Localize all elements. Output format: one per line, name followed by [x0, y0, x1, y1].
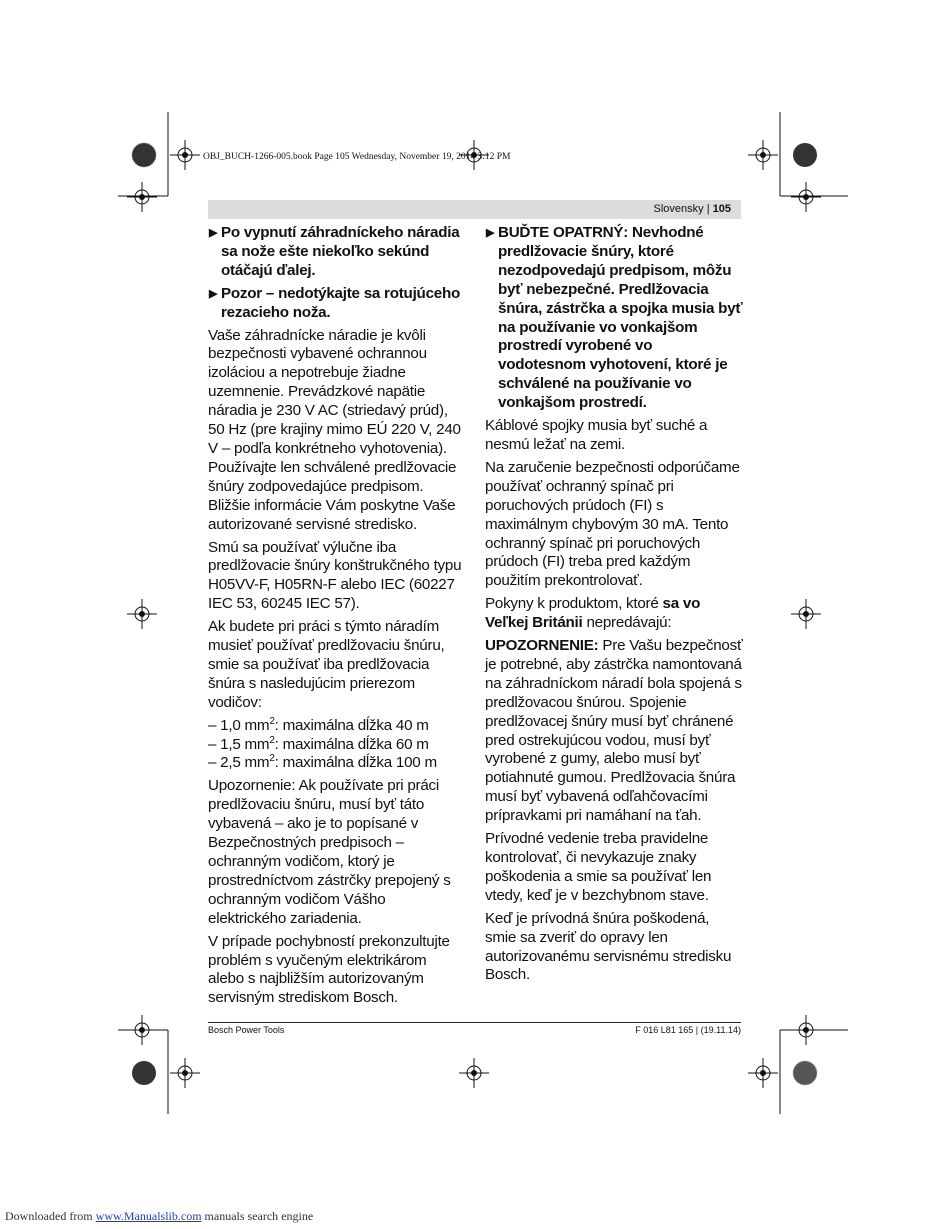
paragraph: Keď je prívodná šnúra poškodená, smie sa zveriť do opravy len autorizovanému servisnému stredisku Bosch. [485, 909, 732, 984]
footer-divider [208, 1022, 741, 1023]
footer-doc-number: F 016 L81 165 | (19.11.14) [635, 1025, 741, 1035]
language-name: Slovensky [653, 203, 704, 215]
triangle-bullet-icon: ▶ [486, 227, 495, 239]
paragraph: Káblové spojky musia byť suché a nesmú ležať na zemi. [485, 417, 708, 453]
warning-bullet [208, 285, 466, 323]
page-number: 105 [712, 203, 731, 215]
left-column [208, 224, 466, 1012]
download-note: Downloaded from www.Manualslib.com manuals search engine [5, 1209, 314, 1223]
warning-bullet [208, 224, 466, 281]
paragraph: Pokyny k produktom, ktoré sa vo Veľkej Británii nepredávajú: [485, 595, 701, 632]
paragraph: Vaše záhradnícke náradie je kvôli bezpečnosti vybavené ochrannou izoláciou a nepotrebuje žiadne uzemnenie. Prevádzkové napätie náradia je 230 V AC (striedavý prúd), 50 Hz (pre krajiny mimo EÚ 220 V, 240 V – podľa konkrétneho vyhotovenia). Používajte len schválené predlžovacie šnúry zodpovedajúce predpisom. Bližšie informácie Vám poskytne Vaše autorizované servisné stredisko. [208, 326, 461, 533]
manualslib-link[interactable]: www.Manualslib.com [95, 1209, 202, 1223]
paragraph: V prípade pochybností prekonzultujte problém s vyučeným elektrikárom alebo s najbližším autorizovaným servisným strediskom Bosch. [208, 932, 450, 1007]
paragraph: Na zaručenie bezpečnosti odporúčame používať ochranný spínač pri poruchových prúdoch (FI) s maximálnym chybovým 30 mA. Tento ochranný spínač pri poruchových prúdoch (FI) treba pred každým použitím prekontrolovať. [485, 458, 740, 590]
paragraph: Upozornenie: Ak používate pri práci predlžovaciu šnúru, musí byť táto vybavená – ako je to popísané v Bezpečnostných predpisoch – ochranným vodičom, ktorý je prostredníctvom zástrčky prepojený s ochranným vodičom Vášho elektrického zariadenia. [208, 777, 451, 927]
paragraph: Prívodné vedenie treba pravidelne kontrolovať, či nevykazuje znaky poškodenia a smie sa používať len vtedy, keď je v bezchybnom stave. [485, 830, 712, 904]
right-column [485, 224, 743, 989]
paragraph: Smú sa používať výlučne iba predlžovacie šnúry konštrukčného typu H05VV-F, H05RN-F alebo IEC (60227 IEC 53, 60245 IEC 57). [208, 538, 462, 613]
cable-spec-item: – 1,5 $mm^2$: maximálna dĺžka 60 m [208, 734, 429, 753]
triangle-bullet-icon: ▶ [209, 287, 218, 300]
bullet-text: Po vypnutí záhradníckeho náradia sa nože ešte niekoľko sekúnd otáčajú ďalej. [221, 224, 460, 279]
warning-bullet [485, 224, 743, 413]
notice-label: UPOZORNENIE: [485, 637, 599, 655]
language-bar [208, 200, 741, 219]
paragraph: UPOZORNENIE: Pre Vašu bezpečnosť je potrebné, aby zástrčka namontovaná na záhradníckom náradí bola spojená s predlžovacou šnúrou. Spojenie predlžovacej šnúry musí byť chránené pred ostrekujúcou vodou, musí byť vyrobené z gumy, alebo musí byť potiahnuté gumou. Predlžovacia šnúra musí byť vybavená odľahčovacími prípravkami pri namáhaní na ťah. [485, 637, 743, 825]
paragraph: Ak budete pri práci s týmto náradím musieť používať predlžovaciu šnúru, smie sa používať iba predlžovacia šnúra s nasledujúcim prierezom vodičov: [208, 618, 445, 711]
footer-brand: Bosch Power Tools [208, 1025, 285, 1035]
language-page-label [654, 203, 731, 215]
bullet-text: Pozor – nedotýkajte sa rotujúceho rezacieho noža. [221, 284, 461, 321]
triangle-bullet-icon: ▶ [209, 227, 218, 239]
print-header: OBJ_BUCH-1266-005.book Page 105 Wednesday, November 19, 2014 3:12 PM [203, 152, 511, 162]
cable-spec-item: – 2,5 $mm^2$: maximálna dĺžka 100 m [208, 753, 437, 772]
separator: | [703, 203, 713, 215]
bullet-text: BUĎTE OPATRNÝ: Nevhodné predlžovacie šnúry, ktoré nezodpovedajú predpisom, môžu byť nebezpečné. Predlžovacia šnúra, zástrčka a spojka musia byť na používanie vo vonkajšom prostredí vyrobené vo vodotesnom vyhotovení, ktoré je schválené na používanie vo vonkajšom prostredí. [498, 224, 743, 412]
cable-spec-item: – 1,0 $mm^2$: maximálna dĺžka 40 m [208, 715, 429, 734]
